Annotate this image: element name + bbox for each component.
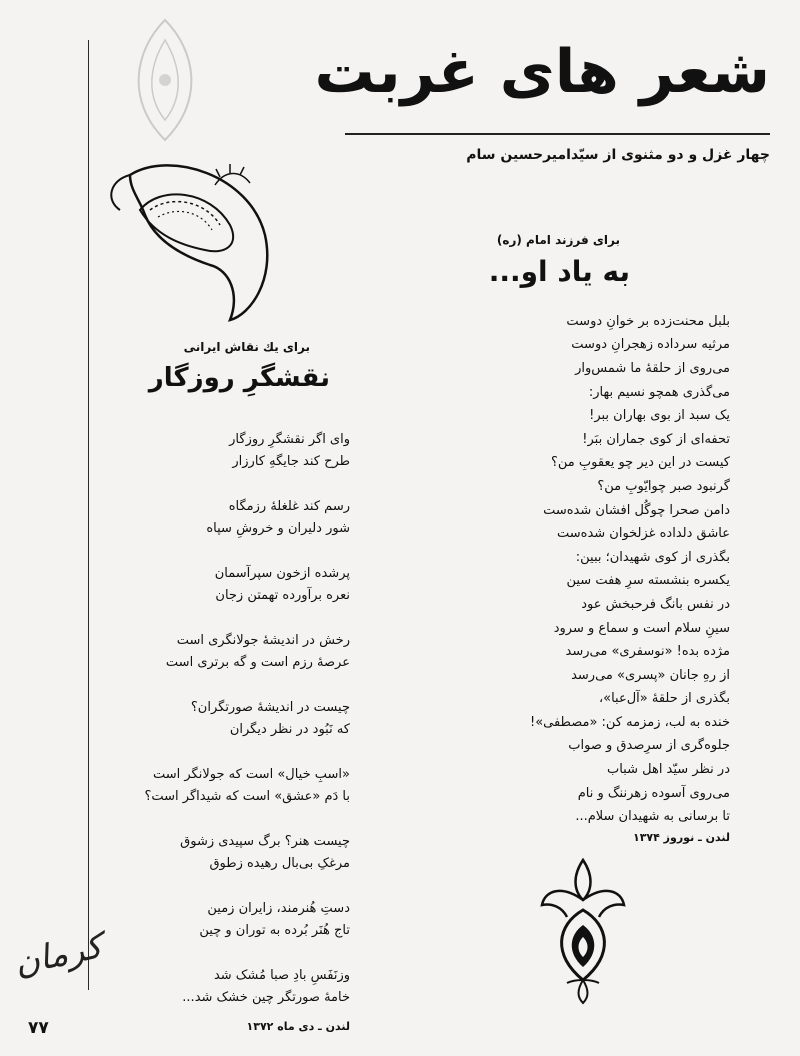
poem-title: به یاد او...	[488, 255, 630, 288]
faded-ornament	[95, 10, 235, 150]
poem-dedication: برای فرزند امام (ره)	[496, 233, 620, 247]
column-divider-line	[88, 40, 89, 990]
poem-line: که نَبُود در نظر دیگران	[229, 722, 350, 738]
poem-line: شور دلیران و خروشِ سپاه	[206, 521, 350, 537]
poem-line: نعره برآورده تهمتن زجان	[215, 588, 350, 604]
poem-line: چیست در اندیشهٔ صورتگران؟	[190, 699, 350, 715]
poem-line: می‌روی آسوده زهرننگ و نام	[577, 785, 730, 801]
poem-line: می‌روی از حلقهٔ ما شمس‌وار	[575, 360, 730, 376]
poem-stanza	[90, 630, 350, 675]
poem-line: «اسبِ خیال» است که جولانگر است	[152, 766, 350, 782]
poem-line: می‌گذری همچو نسیم بهار:	[588, 384, 730, 400]
poem-line: خنده به لب، زمزمه کن: «مصطفی»!	[529, 714, 730, 730]
poem-line: عاشق دلداده غزلخوان شده‌ست	[556, 526, 730, 542]
poem-line: جلوه‌گری از سرِصدق و صواب	[568, 738, 730, 754]
poem-line: تحفه‌ای از کوی جماران ببَر!	[582, 431, 730, 447]
poem-footer-date: لندن ـ نوروز ۱۳۷۴	[632, 830, 730, 844]
poem-line: یکسره بنشسته سرِ هفت سین	[566, 573, 730, 589]
poem-dedication: برای یك نقاش ایرانی	[183, 340, 310, 354]
page-title: شعر های غربت	[314, 37, 770, 107]
paisley-ornament	[100, 155, 300, 325]
poem-stanza	[90, 429, 350, 474]
poem-line: در نفس بانگ فرحبخش عود	[581, 596, 730, 612]
poem-line: تا برسانی به شهیدان سلام...	[575, 809, 730, 825]
poem-title: نقشگرِ روزگار	[148, 363, 330, 393]
poem-line: با دَم «عشق» است که شیداگر است؟	[144, 789, 350, 805]
poem-stanza	[90, 965, 350, 1010]
poem-line: رسم کند غلغلهٔ رزمگاه	[228, 498, 350, 514]
poem-line: عرصهٔ رزم است و گه برتری است	[165, 655, 350, 671]
poem-line: مرغکِ بی‌بال رهیده زطوق	[209, 856, 350, 872]
page-subtitle: چهار غزل و دو مثنوی از سیّدامیرحسین سام	[466, 147, 770, 163]
poem-line: بگذری از حلقهٔ «آل‌عبا»،	[598, 691, 730, 707]
poem-line: دستِ هُنرمند، زایران زمین	[207, 900, 350, 916]
poem-footer-date: لندن ـ دی ماه ۱۳۷۲	[246, 1019, 350, 1033]
poem-line: سینِ سلام است و سماع و سرود	[553, 620, 730, 636]
poem-line: رخش در اندیشهٔ جولانگری است	[176, 632, 350, 648]
poem-stanza	[90, 831, 350, 876]
poem-line: از رهِ جانان «پسری» می‌رسد	[571, 667, 730, 683]
poem-line: دامن صحرا چوگُل افشان شده‌ست	[543, 502, 730, 518]
poem-stanza	[90, 898, 350, 943]
poem-line: پرشده ازخون سپرآسمان	[214, 565, 350, 581]
poem-be-yad-ou	[390, 233, 730, 844]
poem-line: کیست در این دیر چو یعقوبِ من؟	[551, 455, 730, 471]
poem-line: بلبل محنت‌زده بر خوانِ دوست	[566, 313, 730, 329]
poem-stanza	[90, 496, 350, 541]
poem-line: تاج هُنَر بُرده به توران و چین	[199, 923, 350, 939]
poem-line: در نظر سیّد اهل شباب	[606, 762, 730, 778]
poem-line: یک سبد از بوی بهاران ببر!	[589, 408, 730, 424]
poem-line: گرنبود صبر چوایّوبِ من؟	[597, 478, 730, 494]
floral-ornament	[537, 855, 629, 1005]
poem-stanza	[90, 764, 350, 809]
page-number: ۷۷	[28, 1018, 49, 1038]
poem-line: مژده بده! «نوسفری» می‌رسد	[565, 644, 730, 660]
poem-stanza	[90, 697, 350, 742]
brand-logo: کرمان	[10, 926, 106, 984]
poem-line: وزنَفَسِ بادِ صبا مُشک شد	[213, 967, 350, 983]
poem-stanza	[90, 563, 350, 608]
poem-line: چیست هنر؟ برگ سپیدی زشوق	[180, 833, 350, 849]
poem-line: بگذری از کوی شهیدان؛ ببین:	[575, 549, 730, 565]
poem-naqshgar-e-roozgar	[90, 340, 350, 1033]
poem-line: وای اگر نقشگرِ روزگار	[229, 431, 350, 447]
poem-line: طرح کند جایگهِ کارزار	[232, 454, 350, 470]
title-rule	[345, 133, 770, 135]
poem-line: خامهٔ صورتگر چین خشک شد...	[182, 990, 350, 1006]
poem-line: مرثیه سرداده زهجرانِ دوست	[571, 337, 730, 353]
